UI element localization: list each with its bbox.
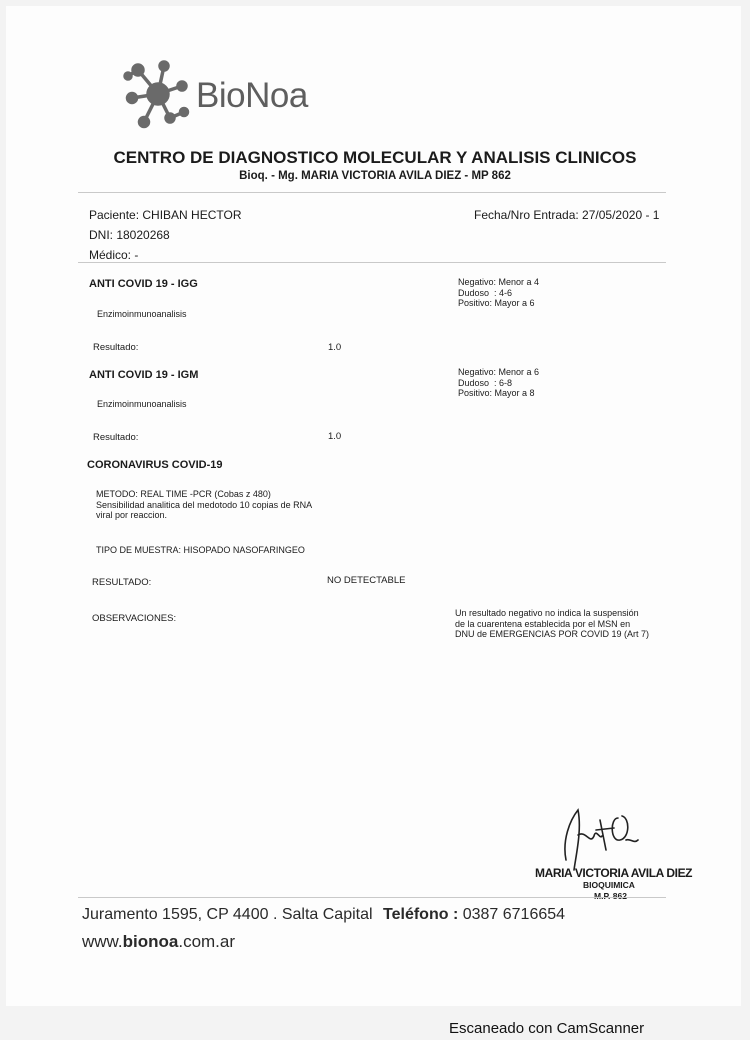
patient-medico: Médico: - — [89, 248, 139, 262]
header-divider — [78, 192, 666, 193]
reference-line: Negativo: Menor a 6 — [458, 367, 540, 377]
test-igg-result-value: 1.0 — [328, 342, 342, 353]
footer-divider — [78, 897, 666, 898]
test-igg-result-label: Resultado: — [93, 342, 139, 353]
pcr-result-label: RESULTADO: — [92, 577, 152, 588]
observation-line: de la cuarentena establecida por el MSN en — [455, 618, 631, 629]
observations-text — [455, 608, 649, 640]
test-igm-method: Enzimoinmunoanalisis — [97, 399, 187, 409]
report-subtitle: Bioq. - Mg. MARIA VICTORIA AVILA DIEZ - MP 862 — [239, 170, 511, 182]
observations-label: OBSERVACIONES: — [92, 613, 177, 624]
test-igg-reference — [458, 277, 539, 309]
observation-line: DNU de EMERGENCIAS POR COVID 19 (Art 7) — [455, 629, 650, 639]
footer-website[interactable] — [82, 932, 235, 952]
footer-phone-label: Teléfono : — [383, 906, 459, 923]
test-pcr-name: CORONAVIRUS COVID-19 — [87, 459, 223, 471]
report-title: CENTRO DE DIAGNOSTICO MOLECULAR Y ANALISIS CLINICOS — [113, 148, 637, 167]
method-line: viral por reaccion. — [96, 510, 168, 520]
footer-phone: 0387 6716654 — [462, 906, 566, 923]
logo-text: BioNoa — [196, 76, 308, 115]
patient-dni: DNI: 18020268 — [89, 228, 170, 242]
reference-line: Dudoso : 4-6 — [458, 287, 513, 298]
sample-type: TIPO DE MUESTRA: HISOPADO NASOFARINGEO — [96, 545, 305, 555]
reference-line: Positivo: Mayor a 6 — [458, 298, 535, 308]
test-pcr-method — [96, 489, 312, 521]
method-line: Sensibilidad analitica del medotodo 10 copias de RNA — [96, 499, 313, 510]
camscanner-watermark: Escaneado con CamScanner — [449, 1020, 645, 1037]
reference-line: Positivo: Mayor a 8 — [458, 388, 535, 398]
website-domain: bionoa — [122, 932, 179, 951]
signature-mp: M.P. 862 — [594, 891, 627, 901]
observation-line: Un resultado negativo no indica la suspensión — [455, 608, 639, 618]
reference-line: Negativo: Menor a 4 — [458, 277, 540, 287]
signature-name: MARIA VICTORIA AVILA DIEZ — [535, 866, 693, 880]
footer-address-line — [82, 906, 565, 924]
test-igg-method: Enzimoinmunoanalisis — [97, 309, 187, 319]
bionoa-logo-molecule-icon — [120, 56, 200, 136]
test-igm-result-value: 1.0 — [328, 431, 342, 442]
test-igm-name: ANTI COVID 19 - IGM — [89, 369, 199, 381]
website-suffix: .com.ar — [178, 932, 236, 951]
test-igg-name: ANTI COVID 19 - IGG — [89, 278, 198, 290]
website-prefix: www. — [82, 932, 123, 951]
pcr-result-value: NO DETECTABLE — [327, 575, 406, 586]
test-igm-reference — [458, 367, 539, 399]
reference-line: Dudoso : 6-8 — [458, 377, 513, 388]
signature-role: BIOQUIMICA — [583, 880, 635, 890]
footer-address: Juramento 1595, CP 4400 . Salta Capital — [82, 906, 373, 923]
method-line: METODO: REAL TIME -PCR (Cobas z 480) — [96, 489, 271, 499]
patient-divider — [78, 262, 666, 263]
entry-date: Fecha/Nro Entrada: 27/05/2020 - 1 — [474, 208, 660, 222]
test-igm-result-label: Resultado: — [93, 432, 139, 443]
patient-name: Paciente: CHIBAN HECTOR — [89, 208, 242, 222]
